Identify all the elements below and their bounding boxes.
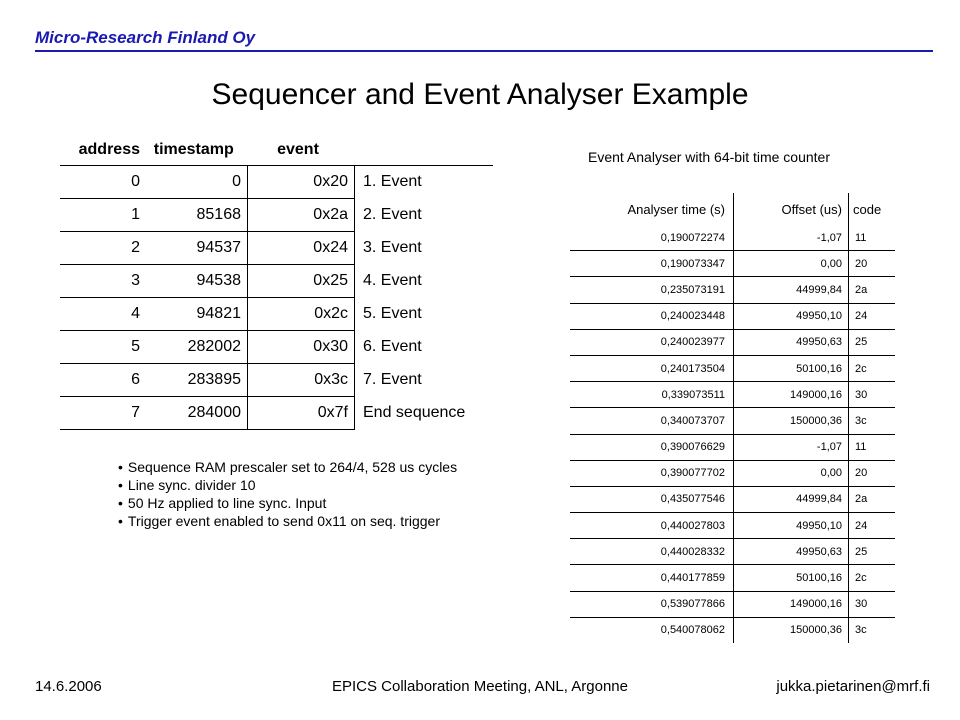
sequence-table — [60, 135, 493, 430]
cell-offset: 0,00 — [734, 251, 849, 277]
sequence-row — [60, 364, 493, 397]
cell-analyser-time: 0,340073707 — [570, 408, 734, 434]
cell-analyser-time: 0,235073191 — [570, 277, 734, 303]
cell-address: 7 — [60, 397, 146, 430]
cell-code: 30 — [849, 591, 896, 617]
cell-code: 11 — [849, 225, 896, 251]
slide-title: Sequencer and Event Analyser Example — [211, 78, 749, 111]
cell-offset: 149000,16 — [734, 591, 849, 617]
cell-offset: 149000,16 — [734, 382, 849, 408]
cell-timestamp: 282002 — [146, 331, 248, 364]
cell-code: 20 — [849, 460, 896, 486]
analyser-row — [570, 277, 895, 303]
cell-analyser-time: 0,440177859 — [570, 565, 734, 591]
cell-code: 30 — [849, 382, 896, 408]
sequence-row — [60, 331, 493, 364]
analyser-caption: Event Analyser with 64-bit time counter — [588, 149, 831, 165]
header-address: address — [78, 141, 140, 158]
cell-analyser-time: 0,390077702 — [570, 460, 734, 486]
cell-analyser-time: 0,435077546 — [570, 486, 734, 512]
cell-offset: -1,07 — [734, 434, 849, 460]
cell-offset: 49950,63 — [734, 329, 849, 355]
analyser-table — [570, 193, 895, 643]
cell-offset: 50100,16 — [734, 355, 849, 381]
cell-event: 0x2c — [248, 298, 355, 331]
note-item: • Sequence RAM prescaler set to 264/4, 528 us cycles — [118, 458, 457, 476]
cell-description: 1. Event — [355, 166, 494, 199]
cell-code: 3c — [855, 624, 867, 637]
notes-list — [118, 458, 457, 530]
cell-offset: 49950,10 — [734, 303, 849, 329]
cell-offset: 44999,84 — [734, 277, 849, 303]
analyser-row — [570, 251, 895, 277]
cell-analyser-time: 0,240023977 — [570, 329, 734, 355]
cell-address: 0 — [60, 166, 146, 199]
analyser-row — [570, 382, 895, 408]
cell-code: 11 — [849, 434, 896, 460]
cell-event: 0x24 — [248, 232, 355, 265]
cell-event: 0x2a — [248, 199, 355, 232]
cell-address: 3 — [60, 265, 146, 298]
cell-description: 6. Event — [363, 338, 422, 355]
sequence-row — [60, 265, 493, 298]
analyser-row — [570, 565, 895, 591]
cell-timestamp: 85168 — [146, 199, 248, 232]
sequence-row — [60, 232, 493, 265]
cell-event: 0x7f — [248, 397, 355, 430]
cell-code: 24 — [849, 303, 896, 329]
cell-description: 4. Event — [363, 272, 422, 289]
analyser-row — [570, 460, 895, 486]
analyser-row — [570, 408, 895, 434]
cell-address: 4 — [60, 298, 146, 331]
analyser-row — [570, 329, 895, 355]
sequence-header-row — [60, 135, 493, 166]
cell-code: 2c — [849, 355, 896, 381]
note-item: • 50 Hz applied to line sync. Input — [118, 494, 457, 512]
cell-timestamp: 283895 — [146, 364, 248, 397]
cell-offset: 49950,10 — [734, 513, 849, 539]
analyser-row — [570, 513, 895, 539]
cell-description: 5. Event — [363, 305, 422, 322]
cell-offset: -1,07 — [734, 225, 849, 251]
cell-description: 2. Event — [363, 206, 422, 223]
analyser-row — [570, 303, 895, 329]
analyser-row — [570, 539, 895, 565]
cell-code: 25 — [849, 539, 896, 565]
analyser-row — [570, 486, 895, 512]
cell-event: 0x3c — [248, 364, 355, 397]
cell-offset: 150000,36 — [734, 408, 849, 434]
company-name: Micro-Research Finland Oy — [35, 28, 256, 47]
analyser-row — [570, 434, 895, 460]
analyser-row — [570, 225, 895, 251]
cell-code: 2c — [849, 565, 896, 591]
footer-event: EPICS Collaboration Meeting, ANL, Argonne — [331, 678, 628, 695]
cell-code: 24 — [849, 513, 896, 539]
cell-description: 3. Event — [363, 239, 422, 256]
cell-address: 1 — [60, 199, 146, 232]
cell-code: 2a — [849, 486, 896, 512]
header-divider — [35, 50, 933, 52]
cell-event: 0x30 — [248, 331, 355, 364]
cell-address: 5 — [60, 331, 146, 364]
cell-analyser-time: 0,540078062 — [570, 617, 734, 643]
note-item: • Trigger event enabled to send 0x11 on seq. trigger — [118, 512, 457, 530]
cell-analyser-time: 0,339073511 — [570, 382, 734, 408]
header-timestamp: timestamp — [153, 141, 234, 158]
cell-event: 0x20 — [248, 166, 355, 199]
analyser-header-row — [570, 193, 895, 225]
header-code: code — [853, 201, 882, 217]
cell-offset: 44999,84 — [734, 486, 849, 512]
cell-timestamp: 94537 — [146, 232, 248, 265]
cell-code: 3c — [849, 408, 896, 434]
cell-offset: 150000,36 — [734, 617, 849, 643]
analyser-row — [570, 617, 895, 643]
cell-code: 2a — [849, 277, 896, 303]
sequence-row — [60, 199, 493, 232]
sequence-row — [60, 397, 493, 430]
footer-date: 14.6.2006 — [35, 678, 102, 695]
cell-analyser-time: 0,190072274 — [570, 225, 734, 251]
cell-analyser-time: 0,440027803 — [570, 513, 734, 539]
cell-analyser-time: 0,240023448 — [570, 303, 734, 329]
cell-analyser-time: 0,240173504 — [570, 355, 734, 381]
header-description — [355, 135, 494, 166]
cell-timestamp: 284000 — [146, 397, 248, 430]
sequence-row — [60, 166, 493, 199]
cell-address: 6 — [60, 364, 146, 397]
sequence-row — [60, 298, 493, 331]
header-offset: Offset (us) — [734, 193, 849, 225]
cell-offset: 50100,16 — [734, 565, 849, 591]
cell-analyser-time: 0,390076629 — [570, 434, 734, 460]
cell-offset: 0,00 — [734, 460, 849, 486]
cell-analyser-time: 0,539077866 — [570, 591, 734, 617]
header-event: event — [277, 141, 319, 158]
cell-analyser-time: 0,190073347 — [570, 251, 734, 277]
cell-timestamp: 94821 — [146, 298, 248, 331]
note-item: • Line sync. divider 10 — [118, 476, 457, 494]
footer-email: jukka.pietarinen@mrf.fi — [776, 678, 930, 695]
header-analyser-time: Analyser time (s) — [570, 193, 734, 225]
cell-description: 7. Event — [363, 371, 422, 388]
cell-address: 2 — [60, 232, 146, 265]
analyser-row — [570, 591, 895, 617]
cell-code: 25 — [849, 329, 896, 355]
cell-code: 20 — [849, 251, 896, 277]
cell-description: End sequence — [363, 404, 466, 421]
cell-event: 0x25 — [248, 265, 355, 298]
cell-analyser-time: 0,440028332 — [570, 539, 734, 565]
analyser-row — [570, 355, 895, 381]
cell-offset: 49950,63 — [734, 539, 849, 565]
cell-timestamp: 94538 — [146, 265, 248, 298]
cell-timestamp: 0 — [146, 166, 248, 199]
